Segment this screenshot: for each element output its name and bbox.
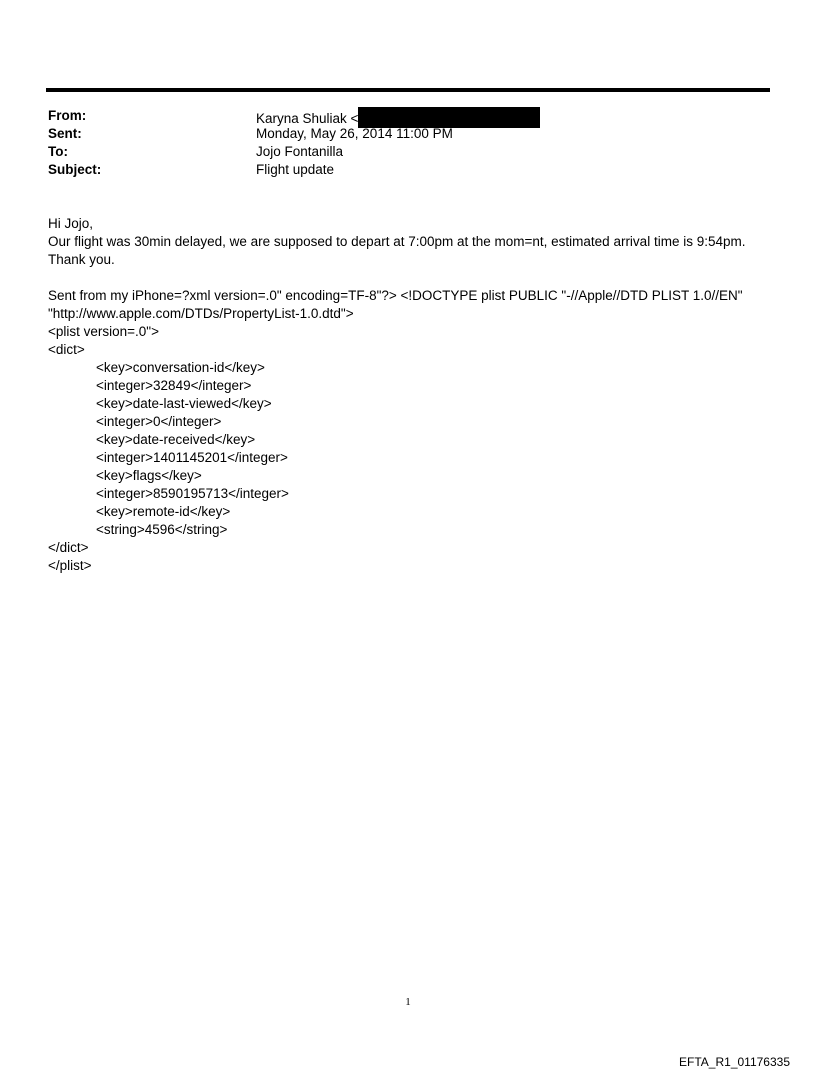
- sender-name: Karyna Shuliak <: [256, 111, 359, 126]
- dict-line: <key>remote-id</key>: [96, 504, 231, 519]
- plist-close: </plist>: [48, 558, 92, 573]
- header-divider: [46, 88, 770, 92]
- dict-line: <integer>0</integer>: [96, 414, 222, 429]
- dict-line: <integer>8590195713</integer>: [96, 486, 289, 501]
- dict-line: <key>conversation-id</key>: [96, 360, 265, 375]
- dict-line: <integer>1401145201</integer>: [96, 450, 288, 465]
- signature-line: Sent from my iPhone=?xml version=.0" encoding=TF-8"?> <!DOCTYPE plist PUBLIC "-//Apple//DTD PLIST 1.0//EN": [48, 288, 743, 303]
- page-number: 1: [405, 996, 411, 1008]
- sent-value: Monday, May 26, 2014 11:00 PM: [256, 126, 453, 141]
- body-line: Our flight was 30min delayed, we are supposed to depart at 7:00pm at the mom=nt, estimated arrival time is 9:54pm.: [48, 234, 746, 249]
- dict-line: <key>date-last-viewed</key>: [96, 396, 272, 411]
- sent-row: [48, 125, 748, 143]
- dict-line: <key>date-received</key>: [96, 432, 256, 447]
- from-value: [256, 107, 540, 125]
- to-value: Jojo Fontanilla: [256, 144, 344, 159]
- greeting: Hi Jojo,: [48, 216, 94, 231]
- spacer: [48, 269, 778, 287]
- document-id: EFTA_R1_01176335: [679, 1055, 790, 1069]
- dict-open: <dict>: [48, 342, 85, 357]
- email-header: [48, 107, 748, 179]
- subject-value: Flight update: [256, 162, 335, 177]
- dict-line: <key>flags</key>: [96, 468, 202, 483]
- closing: Thank you.: [48, 252, 115, 267]
- from-row: [48, 107, 748, 125]
- to-row: [48, 143, 748, 161]
- subject-label: Subject:: [48, 162, 102, 177]
- from-label: From:: [48, 108, 87, 123]
- sent-label: Sent:: [48, 126, 82, 141]
- dict-line: <integer>32849</integer>: [96, 378, 252, 393]
- dict-line: <string>4596</string>: [96, 522, 228, 537]
- signature-line: "http://www.apple.com/DTDs/PropertyList-1.0.dtd">: [48, 306, 354, 321]
- subject-row: [48, 161, 748, 179]
- plist-open: <plist version=.0">: [48, 324, 159, 339]
- dict-close: </dict>: [48, 540, 89, 555]
- email-body: [48, 215, 778, 575]
- to-label: To:: [48, 144, 68, 159]
